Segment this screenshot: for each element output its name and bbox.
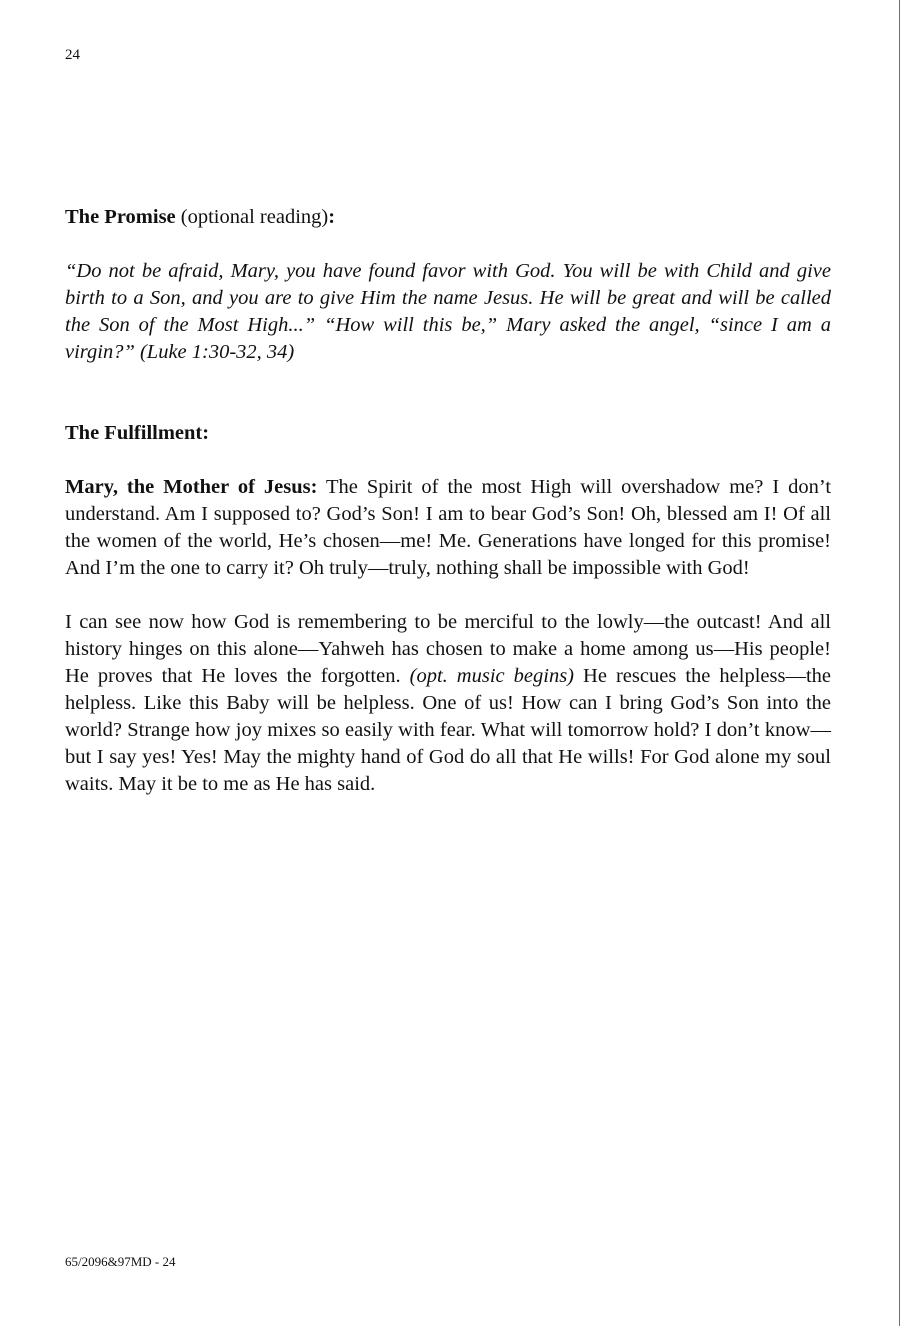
promise-heading-colon: :: [328, 206, 336, 228]
promise-heading-title: The Promise: [65, 206, 176, 228]
page-content: [65, 204, 831, 798]
promise-heading: [65, 204, 831, 231]
page-footer: 65/2096&97MD - 24: [65, 1254, 176, 1269]
mary-paragraph-2-text-start: I can see now how God is remembering to be merciful to the lowly—the outcast! And all history hinges on this alone—Yahweh has chosen to make a home among us—His people! He proves that He loves the forgotten.: [65, 611, 831, 687]
fulfillment-heading: [65, 420, 831, 447]
promise-quote: “Do not be afraid, Mary, you have found favor with God. You will be with Child and give birth to a Son, and you are to give Him the name Jesus. He will be great and will be called the Son of the Most High...” “How will this be,” Mary asked the angel, “since I am a virgin?” (Luke 1:30-32, 34): [65, 260, 831, 363]
mary-paragraph-1-text: The Spirit of the most High will overshadow me? I don’t understand. Am I supposed to? God’s Son! I am to bear God’s Son! Oh, blessed am I! Of all the women of the world, He’s chosen—me! Me. Generations have longed for this promise! And I’m the one to carry it? Oh truly—truly, nothing shall be impossible with God!: [65, 476, 832, 579]
page-number: 24: [65, 47, 80, 63]
stage-direction: (opt. music begins): [409, 665, 575, 687]
mary-paragraph-2: [65, 609, 831, 798]
promise-heading-note: (optional reading): [175, 206, 329, 228]
mary-paragraph-2-text-end: He rescues the helpless—the helpless. Like this Baby will be helpless. One of us! How can I bring God’s Son into the world? Strange how joy mixes so easily with fear. What will tomorrow hold? I don’t know—but I say yes! Yes! May the mighty hand of God do all that He wills! For God alone my soul waits. May it be to me as He has said.: [65, 665, 831, 795]
fulfillment-heading-title: The Fulfillment:: [65, 422, 210, 444]
speaker-name: Mary, the Mother of Jesus:: [65, 476, 318, 498]
mary-paragraph-1: [65, 474, 831, 582]
